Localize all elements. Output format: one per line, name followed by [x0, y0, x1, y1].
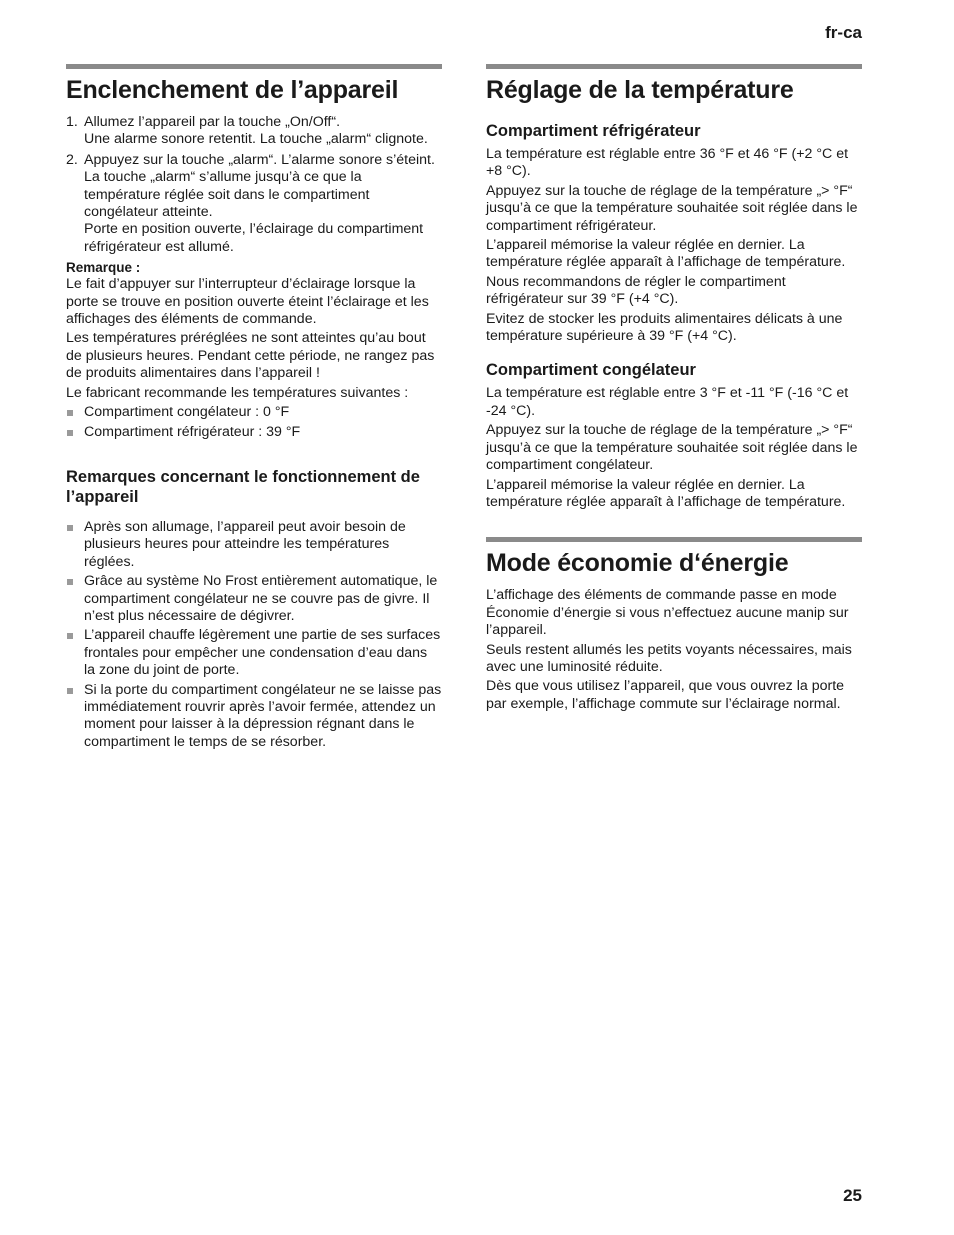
section-title-enclenchement: Enclenchement de l’appareil [66, 76, 399, 104]
subsection-title-remarques: Remarques concernant le fonctionnement de l’appareil [66, 467, 420, 506]
step-number: 2. [66, 151, 78, 168]
step-item [66, 152, 442, 256]
list-item: Compartiment réfrigérateur : 39 °F [66, 424, 442, 441]
paragraph: Nous recommandons de régler le compartiment réfrigérateur sur 39 °F (+4 °C). [486, 273, 786, 308]
steps-list [66, 114, 442, 256]
step-item [66, 114, 442, 149]
subsection-title-congelateur: Compartiment congélateur [486, 361, 696, 380]
section-rule [486, 537, 862, 542]
list-item: Grâce au système No Frost entièrement automatique, le compartiment congélateur ne se couvre pas de givre. Il n’est plus nécessaire de dégivrer. [66, 573, 442, 625]
note-paragraph: Le fabricant recommande les températures suivantes : [66, 384, 409, 401]
step-text: Allumez l’appareil par la touche „On/Off“. [84, 114, 341, 130]
paragraph: Appuyez sur la touche de réglage de la température „> °F“ jusqu’à ce que la température souhaitée soit réglée dans le compartiment congélateur. [486, 422, 858, 474]
paragraph: La température est réglable entre 3 °F et -11 °F (-16 °C et -24 °C). [486, 385, 849, 419]
step-number: 1. [66, 114, 78, 130]
paragraph: L’affichage des éléments de commande passe en mode Économie d’énergie si vous n’effectuez aucune manip sur l’appareil. [486, 587, 849, 639]
right-column [486, 64, 862, 715]
section-rule [486, 64, 862, 69]
left-column [66, 64, 442, 753]
note-paragraph: Le fait d’appuyer sur l’interrupteur d’éclairage lorsque la porte se trouve en position ouverte éteint l’éclairage et les affichages des éléments de commande. [66, 276, 429, 328]
note-label: Remarque : [66, 260, 141, 276]
paragraph: L’appareil mémorise la valeur réglée en dernier. La température réglée apparaît à l’affichage de température. [486, 476, 846, 510]
step-text: La touche „alarm“ s’allume jusqu’à ce que la température réglée soit dans le compartiment congélateur atteinte. [84, 169, 370, 221]
remarks-list [66, 519, 442, 751]
note-paragraph: Les températures préréglées ne sont atteintes qu’au bout de plusieurs heures. Pendant cette période, ne rangez pas de produits alimentaires dans l’appareil ! [66, 330, 435, 382]
section-rule [66, 64, 442, 69]
paragraph: Evitez de stocker les produits alimentaires délicats à une température supérieure à 39 °F (+4 °C). [486, 310, 843, 345]
paragraph: La température est réglable entre 36 °F et 46 °F (+2 °C et +8 °C). [486, 146, 849, 180]
paragraph: Seuls restent allumés les petits voyants nécessaires, mais avec une luminosité réduite. [486, 641, 852, 675]
paragraph: Dès que vous utilisez l’appareil, que vous ouvrez la porte par exemple, l’affichage commute sur l’éclairage normal. [486, 678, 845, 712]
page-number: 25 [843, 1186, 862, 1205]
step-text: Une alarme sonore retentit. La touche „alarm“ clignote. [84, 131, 428, 148]
list-item: Si la porte du compartiment congélateur ne se laisse pas immédiatement rouvrir après l’avoir fermée, attendez un moment pour laisser à la dépression régnant dans le compartiment le temps de se résorber. [66, 682, 442, 752]
paragraph: L’appareil mémorise la valeur réglée en dernier. La température réglée apparaît à l’affichage de température. [486, 237, 846, 271]
list-item: L’appareil chauffe légèrement une partie de ses surfaces frontales pour empêcher une condensation d’eau dans la zone du joint de porte. [66, 627, 442, 679]
step-text: Porte en position ouverte, l’éclairage du compartiment réfrigérateur est allumé. [84, 221, 424, 255]
paragraph: Appuyez sur la touche de réglage de la température „> °F“ jusqu’à ce que la température souhaitée soit réglée dans le compartiment réfrigérateur. [486, 182, 858, 234]
section-title-mode-economie: Mode économie d‘énergie [486, 549, 789, 578]
section-title-reglage: Réglage de la température [486, 76, 794, 104]
list-item: Après son allumage, l’appareil peut avoir besoin de plusieurs heures pour atteindre les températures réglées. [66, 519, 442, 571]
list-item: Compartiment congélateur : 0 °F [66, 404, 442, 421]
language-code: fr-ca [825, 23, 862, 42]
step-text: Appuyez sur la touche „alarm“. L’alarme sonore s’éteint. [84, 151, 435, 168]
recommended-temps-list [66, 404, 442, 441]
subsection-title-refrigerateur: Compartiment réfrigérateur [486, 122, 701, 140]
